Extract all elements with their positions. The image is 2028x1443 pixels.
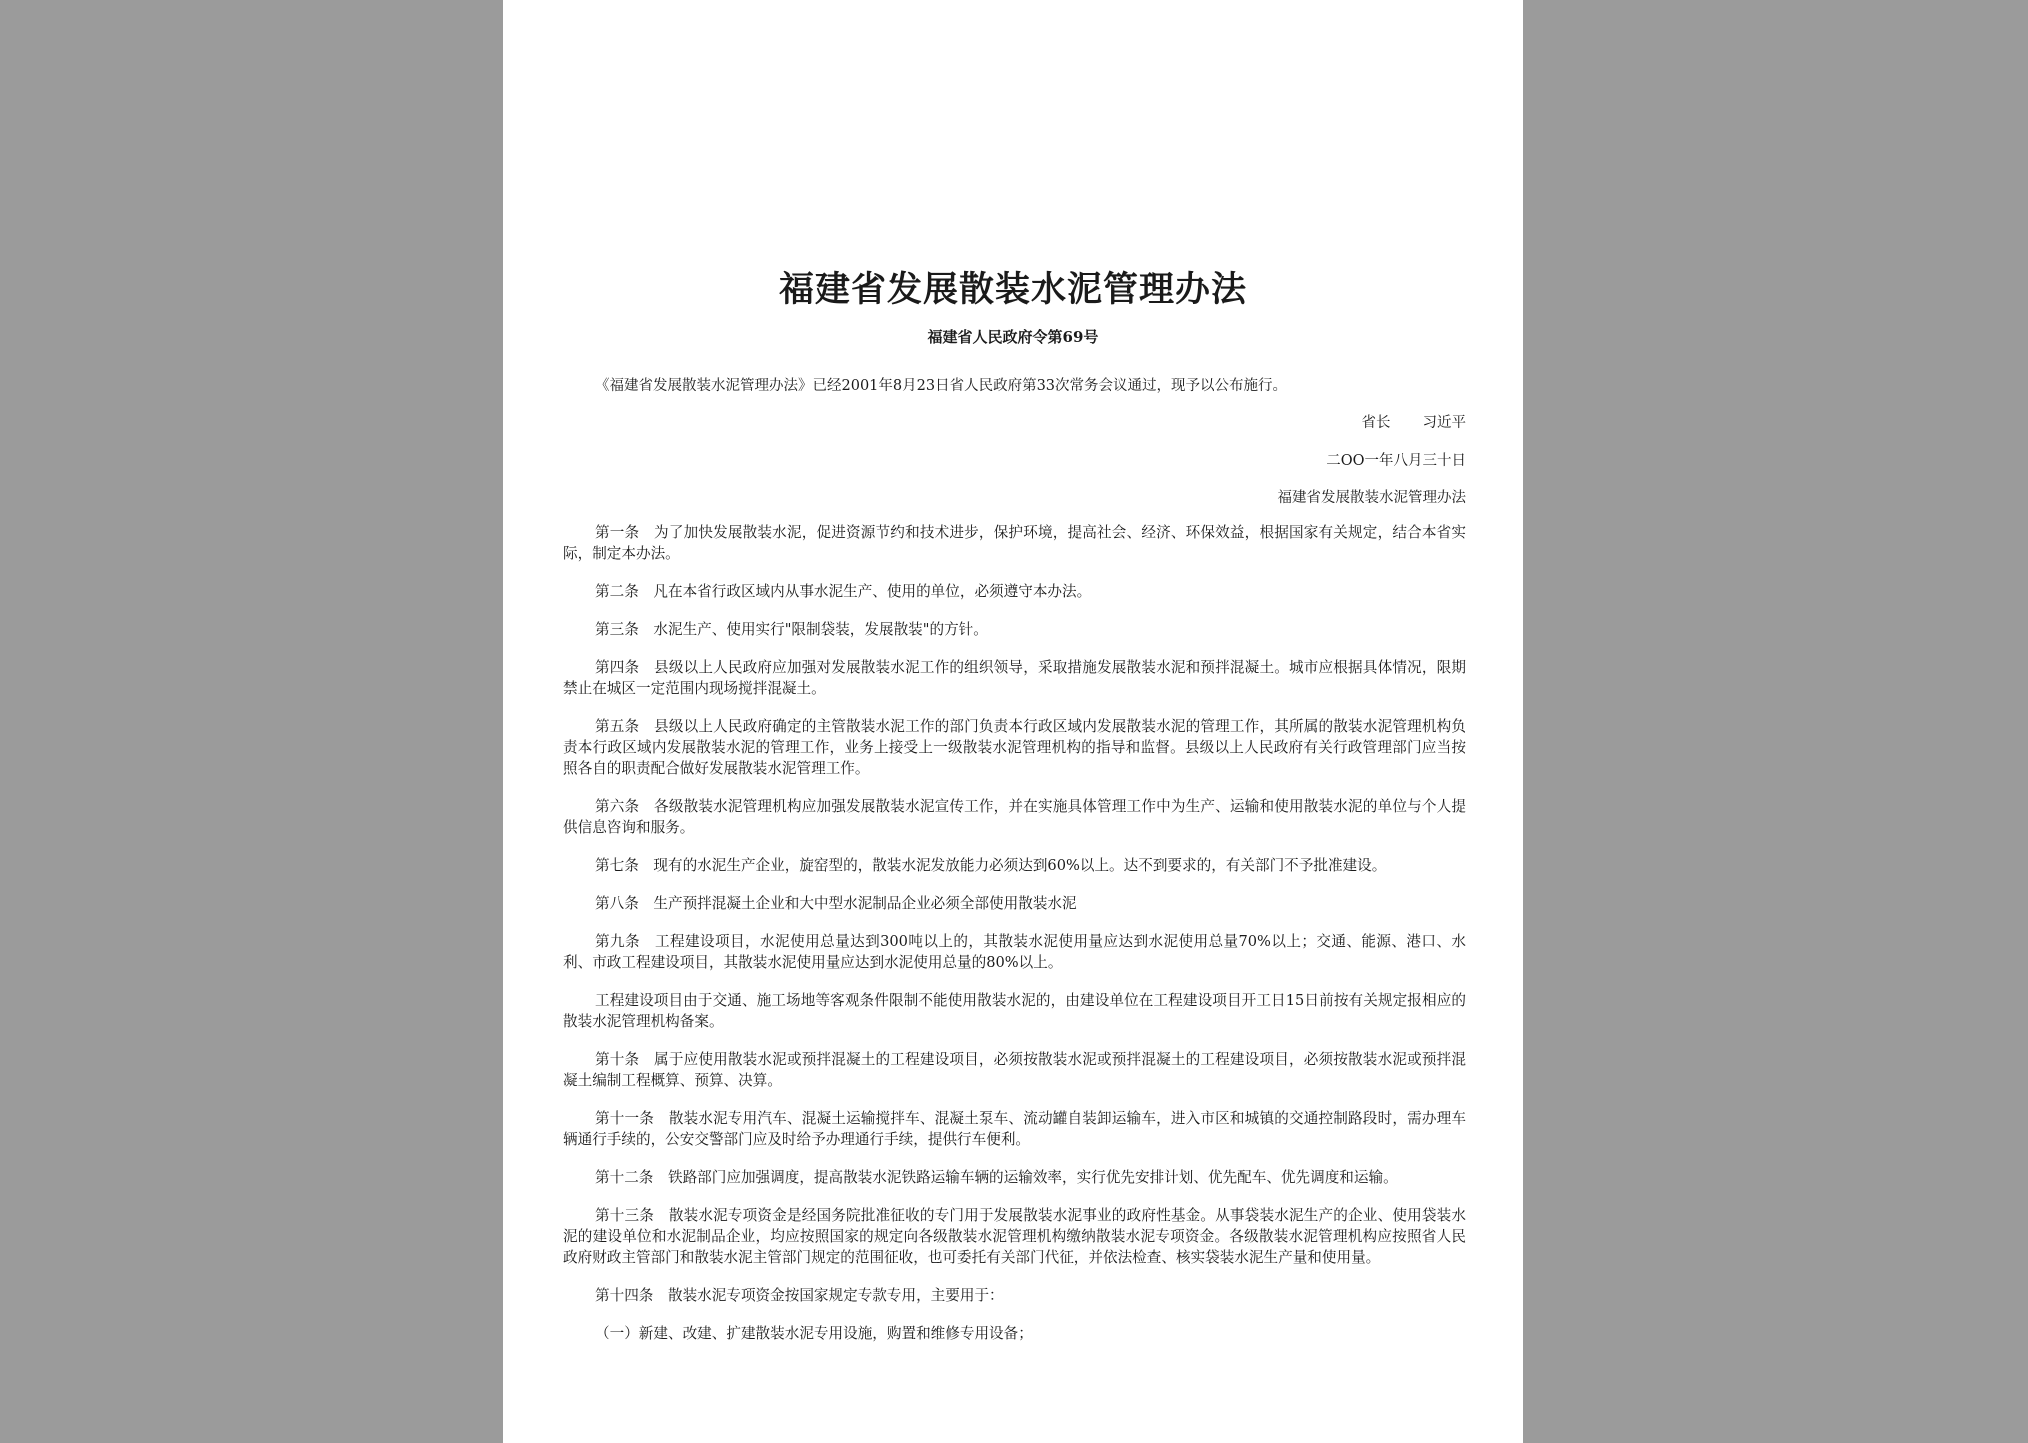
article-paragraph: 第九条 工程建设项目，水泥使用总量达到300吨以上的，其散装水泥使用量应达到水泥使用总量70%以上；交通、能源、港口、水利、市政工程建设项目，其散装水泥使用量应达到水泥使用总量的80%以上。 [563,933,1466,971]
document-title: 福建省发展散装水泥管理办法 [778,269,1247,310]
article-paragraph: 第一条 为了加快发展散装水泥，促进资源节约和技术进步，保护环境，提高社会、经济、环保效益，根据国家有关规定，结合本省实际，制定本办法。 [563,524,1466,562]
signer-title: 省长 [1361,415,1391,431]
article-paragraph: 第三条 水泥生产、使用实行"限制袋装，发展散装"的方针。 [595,621,988,638]
signature-line [1362,411,1467,432]
article-paragraph: 第十三条 散装水泥专项资金是经国务院批准征收的专门用于发展散装水泥事业的政府性基金。从事袋装水泥生产的企业、使用袋装水泥的建设单位和水泥制品企业，均应按照国家的规定向各级散装水泥管理机构缴纳散装水泥专项资金。各级散装水泥管理机构应按照省人民政府财政主管部门和散装水泥主管部门规定的范围征收，也可委托有关部门代征，并依法检查、核实袋装水泥生产量和使用量。 [563,1207,1466,1266]
article-paragraph: 第八条 生产预拌混凝土企业和大中型水泥制品企业必须全部使用散装水泥 [595,895,1077,912]
article-paragraph: 第十一条 散装水泥专用汽车、混凝土运输搅拌车、混凝土泵车、流动罐自装卸运输车，进入市区和城镇的交通控制路段时，需办理车辆通行手续的，公安交警部门应及时给予办理通行手续，提供行车便利。 [563,1110,1466,1148]
issue-date: 二OO一年八月三十日 [1326,453,1466,469]
document-page [503,0,1523,1443]
article-paragraph: 工程建设项目由于交通、施工场地等客观条件限制不能使用散装水泥的，由建设单位在工程建设项目开工日15日前按有关规定报相应的散装水泥管理机构备案。 [563,992,1466,1030]
article-paragraph: （一）新建、改建、扩建散装水泥专用设施，购置和维修专用设备； [595,1325,1033,1342]
article-paragraph: 第十二条 铁路部门应加强调度，提高散装水泥铁路运输车辆的运输效率，实行优先安排计划、优先配车、优先调度和运输。 [595,1169,1398,1186]
article-paragraph: 第二条 凡在本省行政区域内从事水泥生产、使用的单位，必须遵守本办法。 [595,583,1092,600]
article-paragraph: 第十四条 散装水泥专项资金按国家规定专款专用，主要用于： [595,1287,1004,1304]
article-paragraph: 第十条 属于应使用散装水泥或预拌混凝土的工程建设项目，必须按散装水泥或预拌混凝土的工程建设项目，必须按散装水泥或预拌混凝土编制工程概算、预算、决算。 [563,1051,1466,1089]
article-list [563,522,1466,1361]
document-name-heading: 福建省发展散装水泥管理办法 [1277,490,1466,506]
article-paragraph: 第五条 县级以上人民政府确定的主管散装水泥工作的部门负责本行政区域内发展散装水泥的管理工作，其所属的散装水泥管理机构负责本行政区域内发展散装水泥的管理工作，业务上接受上一级散装水泥管理机构的指导和监督。县级以上人民政府有关行政管理部门应当按照各自的职责配合做好发展散装水泥管理工作。 [563,718,1466,777]
signer-name: 习近平 [1422,415,1466,431]
article-paragraph: 第六条 各级散装水泥管理机构应加强发展散装水泥宣传工作，并在实施具体管理工作中为生产、运输和使用散装水泥的单位与个人提供信息咨询和服务。 [563,798,1466,836]
promulgation-statement: 《福建省发展散装水泥管理办法》已经2001年8月23日省人民政府第33次常务会议通过，现予以公布施行。 [595,378,1288,394]
article-paragraph: 第七条 现有的水泥生产企业，旋窑型的，散装水泥发放能力必须达到60%以上。达不到要求的，有关部门不予批准建设。 [595,857,1387,874]
government-order-number: 福建省人民政府令第69号 [927,328,1099,346]
article-paragraph: 第四条 县级以上人民政府应加强对发展散装水泥工作的组织领导，采取措施发展散装水泥和预拌混凝土。城市应根据具体情况，限期禁止在城区一定范围内现场搅拌混凝土。 [563,659,1466,697]
